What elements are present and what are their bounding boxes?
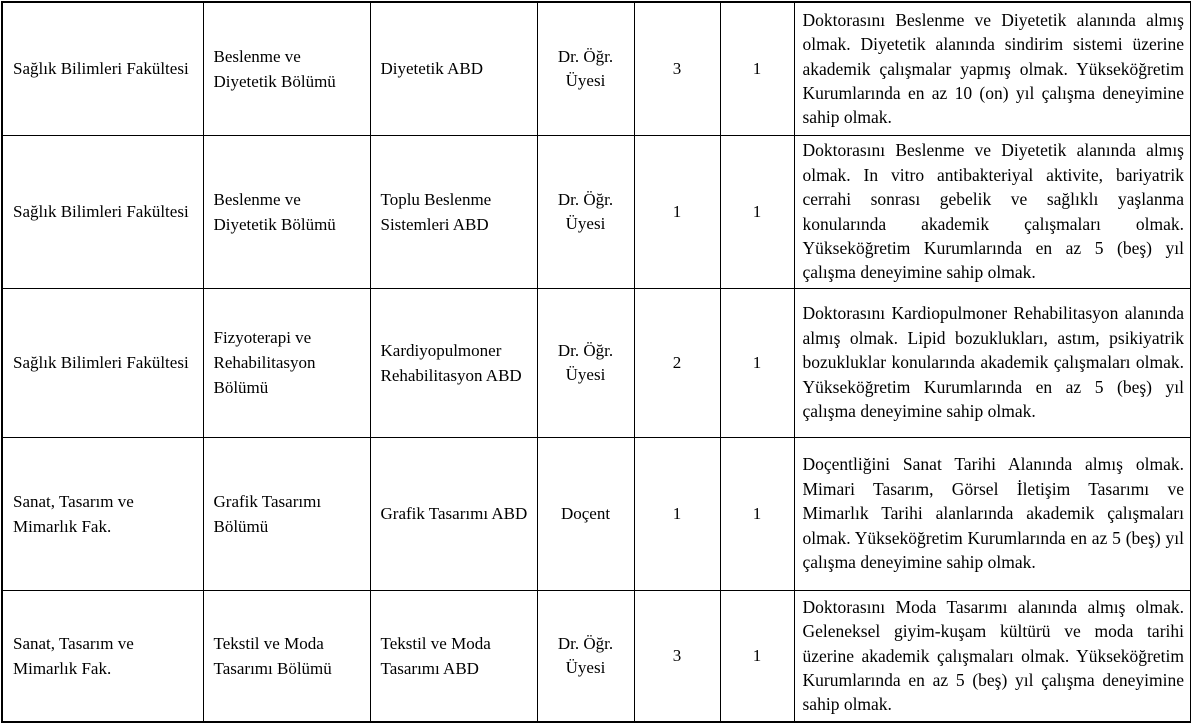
table-row bbox=[2, 590, 1191, 722]
table-row bbox=[2, 437, 1191, 590]
program-cell: Grafik Tasarımı ABD bbox=[370, 437, 537, 590]
title-cell: Dr. Öğr. Üyesi bbox=[537, 135, 634, 288]
program-cell: Tekstil ve Moda Tasarımı ABD bbox=[370, 590, 537, 722]
title-cell: Dr. Öğr. Üyesi bbox=[537, 288, 634, 437]
program-cell: Diyetetik ABD bbox=[370, 2, 537, 135]
requirements-cell: Doktorasını Kardiopulmoner Rehabilitasyon alanında almış olmak. Lipid bozuklukları, astım, psikiyatrik bozukluklar konularında akademik çalışmaları olmak. Yükseköğretim Kurumlarında en az 5 (beş) yıl çalışma deneyimine sahip olmak. bbox=[794, 288, 1191, 437]
requirements-cell: Doktorasını Moda Tasarımı alanında almış olmak. Geleneksel giyim-kuşam kültürü ve moda tarihi üzerine akademik çalışmaları olmak. Yükseköğretim Kurumlarında en az 5 (beş) yıl çalışma deneyimine sahip olmak. bbox=[794, 590, 1191, 722]
faculty-cell: Sağlık Bilimleri Fakültesi bbox=[2, 288, 203, 437]
department-cell: Tekstil ve Moda Tasarımı Bölümü bbox=[203, 590, 370, 722]
requirements-cell: Doktorasını Beslenme ve Diyetetik alanında almış olmak. Diyetetik alanında sindirim sistemi üzerine akademik çalışmalar yapmış olmak. Yükseköğretim Kurumlarında en az 10 (on) yıl çalışma deneyimine sahip olmak. bbox=[794, 2, 1191, 135]
number-cell-2: 1 bbox=[720, 2, 794, 135]
table-row bbox=[2, 2, 1191, 135]
number-cell-2: 1 bbox=[720, 437, 794, 590]
title-cell: Dr. Öğr. Üyesi bbox=[537, 2, 634, 135]
number-cell-1: 2 bbox=[634, 288, 720, 437]
number-cell-1: 1 bbox=[634, 437, 720, 590]
department-cell: Fizyoterapi ve Rehabilitasyon Bölümü bbox=[203, 288, 370, 437]
requirements-cell: Doçentliğini Sanat Tarihi Alanında almış olmak. Mimari Tasarım, Görsel İletişim Tasarımı ve Mimarlık Tarihi alanlarında akademik çalışmaları olmak. Yükseköğretim Kurumlarında en az 5 (beş) yıl çalışma deneyimine sahip olmak. bbox=[794, 437, 1191, 590]
title-cell: Doçent bbox=[537, 437, 634, 590]
faculty-cell: Sağlık Bilimleri Fakültesi bbox=[2, 2, 203, 135]
table-row bbox=[2, 288, 1191, 437]
requirements-cell: Doktorasını Beslenme ve Diyetetik alanında almış olmak. In vitro antibakteriyal aktivite, bariyatrik cerrahi sonrası gebelik ve sağlıklı yaşlanma konularında akademik çalışmaları olmak. Yükseköğretim Kurumlarında en az 5 (beş) yıl çalışma deneyimine sahip olmak. bbox=[794, 135, 1191, 288]
department-cell: Beslenme ve Diyetetik Bölümü bbox=[203, 2, 370, 135]
number-cell-1: 3 bbox=[634, 590, 720, 722]
faculty-cell: Sanat, Tasarım ve Mimarlık Fak. bbox=[2, 437, 203, 590]
faculty-cell: Sağlık Bilimleri Fakültesi bbox=[2, 135, 203, 288]
title-cell: Dr. Öğr. Üyesi bbox=[537, 590, 634, 722]
department-cell: Grafik Tasarımı Bölümü bbox=[203, 437, 370, 590]
number-cell-2: 1 bbox=[720, 135, 794, 288]
faculty-cell: Sanat, Tasarım ve Mimarlık Fak. bbox=[2, 590, 203, 722]
program-cell: Toplu Beslenme Sistemleri ABD bbox=[370, 135, 537, 288]
number-cell-2: 1 bbox=[720, 288, 794, 437]
program-cell: Kardiyopulmoner Rehabilitasyon ABD bbox=[370, 288, 537, 437]
department-cell: Beslenme ve Diyetetik Bölümü bbox=[203, 135, 370, 288]
number-cell-1: 1 bbox=[634, 135, 720, 288]
number-cell-1: 3 bbox=[634, 2, 720, 135]
table-row bbox=[2, 135, 1191, 288]
number-cell-2: 1 bbox=[720, 590, 794, 722]
job-postings-table bbox=[1, 1, 1191, 723]
